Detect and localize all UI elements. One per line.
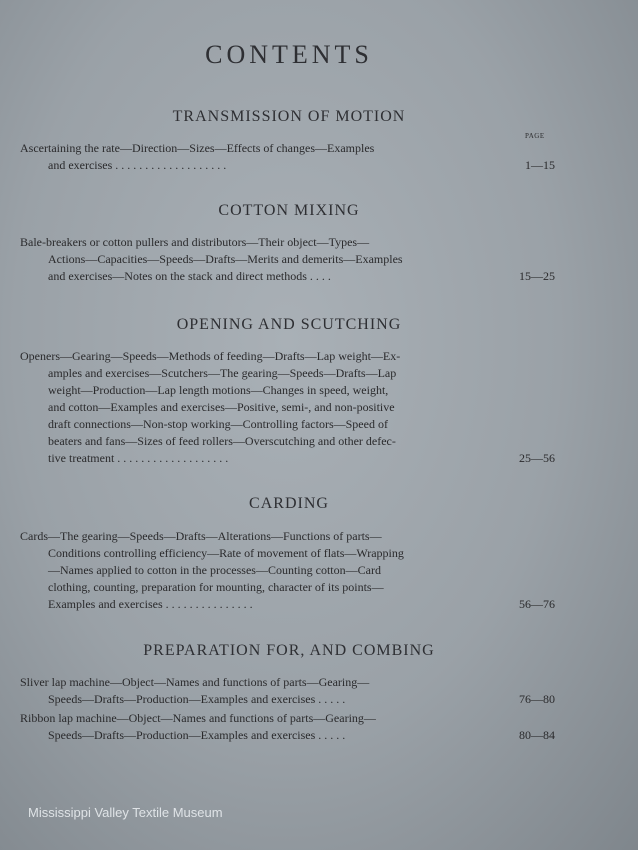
toc-entry-transmission <box>20 140 555 174</box>
toc-line-text: Speeds—Drafts—Production—Examples and exercises . . . . . <box>48 728 346 742</box>
toc-line <box>20 596 555 613</box>
section-heading-transmission: TRANSMISSION OF MOTION <box>172 108 406 125</box>
toc-line: draft connections—Non-stop working—Controlling factors—Speed of <box>48 417 388 431</box>
toc-line: Ascertaining the rate—Direction—Sizes—Effects of changes—Examples <box>20 141 375 155</box>
toc-line: —Names applied to cotton in the processes—Counting cotton—Card <box>48 563 381 577</box>
section-heading-cotton-mixing: COTTON MIXING <box>218 202 360 219</box>
watermark-text: Mississippi Valley Textile Museum <box>28 805 223 820</box>
toc-line <box>20 727 555 744</box>
page-range: 56—76 <box>519 597 555 611</box>
toc-line-text: and exercises—Notes on the stack and direct methods . . . . <box>48 269 331 283</box>
toc-line-text: tive treatment . . . . . . . . . . . . . . . . . . . <box>48 451 229 465</box>
toc-entry-cotton-mixing <box>20 234 555 285</box>
toc-line: amples and exercises—Scutchers—The gearing—Speeds—Drafts—Lap <box>48 366 397 380</box>
toc-line-text: and exercises . . . . . . . . . . . . . . . . . . . <box>48 158 227 172</box>
toc-line <box>20 268 555 285</box>
toc-entry-ribbon-lap <box>20 710 555 744</box>
toc-line: Bale-breakers or cotton pullers and distributors—Their object—Types— <box>20 235 370 249</box>
toc-line: weight—Production—Lap length motions—Changes in speed, weight, <box>48 383 389 397</box>
page-range: 1—15 <box>525 158 555 172</box>
toc-line: Conditions controlling efficiency—Rate of movement of flats—Wrapping <box>48 546 404 560</box>
toc-line <box>20 157 555 174</box>
toc-line: and cotton—Examples and exercises—Positive, semi-, and non-positive <box>48 400 395 414</box>
toc-line-text: Speeds—Drafts—Production—Examples and exercises . . . . . <box>48 692 346 706</box>
section-heading-opening-scutching: OPENING AND SCUTCHING <box>176 316 402 333</box>
page-range: 80—84 <box>519 728 555 742</box>
toc-line: clothing, counting, preparation for mounting, character of its points— <box>48 580 384 594</box>
toc-line: beaters and fans—Sizes of feed rollers—Overscutching and other defec- <box>48 434 396 448</box>
toc-entry-sliver-lap <box>20 674 555 708</box>
toc-line-text: Examples and exercises . . . . . . . . . . . . . . . <box>48 597 253 611</box>
toc-line <box>20 450 555 467</box>
page-title: CONTENTS <box>205 40 373 69</box>
page-range: 15—25 <box>519 269 555 283</box>
toc-line: Ribbon lap machine—Object—Names and functions of parts—Gearing— <box>20 711 376 725</box>
toc-line: Openers—Gearing—Speeds—Methods of feeding—Drafts—Lap weight—Ex- <box>20 349 401 363</box>
section-heading-carding: CARDING <box>249 495 329 512</box>
toc-line: Cards—The gearing—Speeds—Drafts—Alterations—Functions of parts— <box>20 529 382 543</box>
toc-entry-carding <box>20 528 555 613</box>
toc-entry-opening-scutching <box>20 348 555 467</box>
page-column-label: PAGE <box>525 132 545 140</box>
toc-line: Sliver lap machine—Object—Names and functions of parts—Gearing— <box>20 675 370 689</box>
toc-line <box>20 691 555 708</box>
page-range: 76—80 <box>519 692 555 706</box>
page-range: 25—56 <box>519 451 555 465</box>
section-heading-preparation-combing: PREPARATION FOR, AND COMBING <box>143 642 435 659</box>
toc-line: Actions—Capacities—Speeds—Drafts—Merits and demerits—Examples <box>48 252 403 266</box>
